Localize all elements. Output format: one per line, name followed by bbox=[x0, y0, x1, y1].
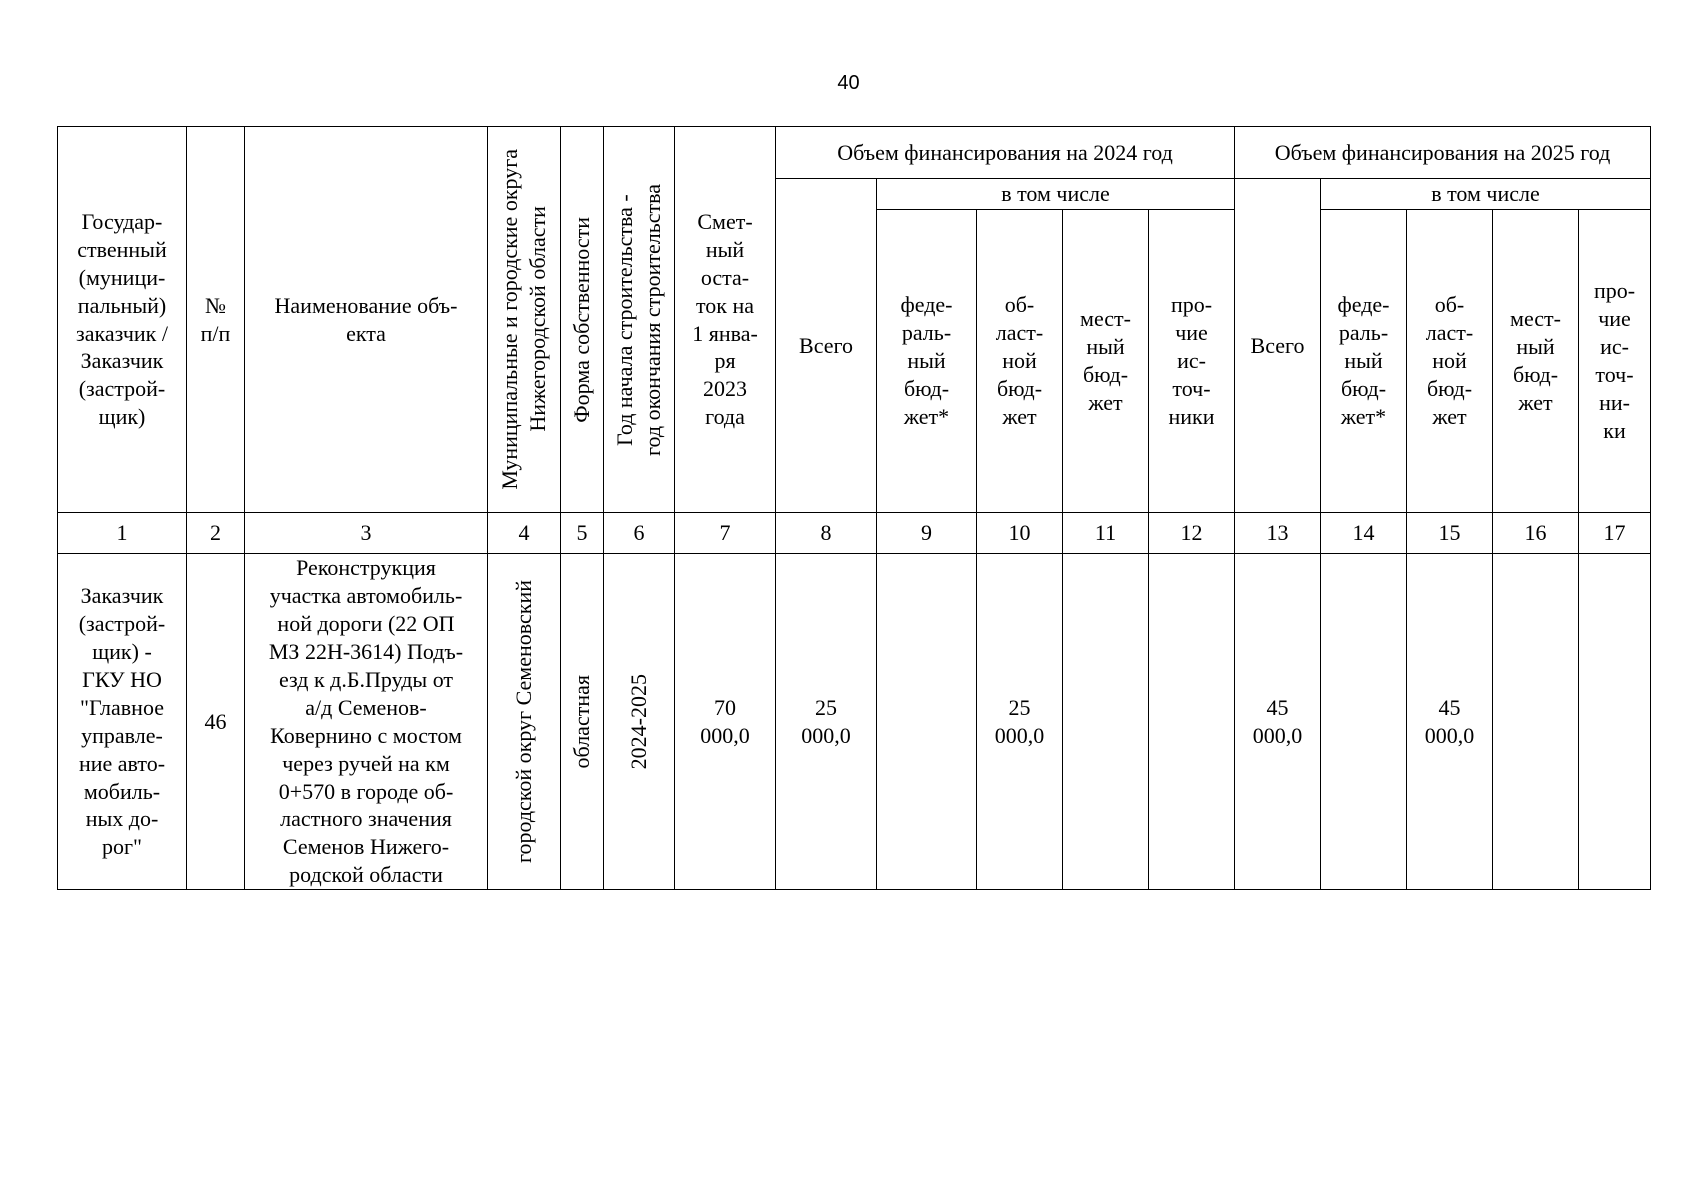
header-incl-2025: в том числе bbox=[1321, 179, 1651, 210]
text-line: Семенов Нижего- bbox=[282, 834, 450, 860]
text-line: мест- bbox=[1080, 306, 1131, 332]
total-2025-cell bbox=[1235, 554, 1321, 890]
column-number: 5 bbox=[561, 513, 604, 554]
ownership-cell: областная bbox=[561, 554, 604, 890]
text-line: ря bbox=[714, 348, 736, 374]
text-line: ный bbox=[907, 348, 946, 374]
estimate-cell bbox=[675, 554, 776, 890]
text-line: Год начала строительства - bbox=[612, 193, 638, 446]
text-line: 25 bbox=[815, 694, 837, 720]
text-line: об- bbox=[1434, 292, 1465, 318]
column-numbers-row bbox=[58, 513, 1651, 554]
text-line: ГКУ НО bbox=[82, 666, 162, 692]
text-line: п/п bbox=[200, 320, 231, 346]
text-line: участка автомобиль- bbox=[269, 582, 463, 608]
text-line: жет bbox=[1518, 389, 1553, 415]
financing-table bbox=[57, 126, 1651, 890]
text-line: мест- bbox=[1510, 306, 1561, 332]
column-number: 6 bbox=[604, 513, 675, 554]
text-line: раль- bbox=[901, 320, 952, 346]
text-line: бюд- bbox=[996, 375, 1043, 401]
text-line: ласт- bbox=[1425, 320, 1474, 346]
text-line: ки bbox=[1603, 417, 1626, 443]
text-line: 000,0 bbox=[1252, 722, 1303, 748]
header-years bbox=[604, 127, 675, 513]
text-line: а/д Семенов- bbox=[305, 694, 427, 720]
text-line: ный bbox=[1344, 348, 1383, 374]
text-line: ис- bbox=[1177, 348, 1206, 374]
text-line: жет* bbox=[1340, 403, 1387, 429]
text-line: ных до- bbox=[85, 806, 159, 832]
column-number: 13 bbox=[1235, 513, 1321, 554]
text-line: 45 bbox=[1266, 694, 1289, 720]
column-number: 12 bbox=[1149, 513, 1235, 554]
text-line: Заказчик bbox=[80, 348, 164, 374]
column-number: 10 bbox=[977, 513, 1063, 554]
header-group-2024: Объем финансирования на 2024 год bbox=[776, 127, 1235, 179]
text-line: заказчик / bbox=[76, 320, 168, 346]
fed-2024-cell bbox=[877, 554, 977, 890]
text-line: бюд- bbox=[1512, 362, 1559, 387]
text-line: Наименование объ- bbox=[274, 292, 458, 318]
district-cell: городской округ Семеновский bbox=[488, 554, 561, 890]
header-incl-2024: в том числе bbox=[877, 179, 1235, 210]
column-number: 11 bbox=[1063, 513, 1149, 554]
oth-2025-cell bbox=[1579, 554, 1651, 890]
column-number: 8 bbox=[776, 513, 877, 554]
text-line: жет bbox=[1432, 403, 1467, 429]
header-total-2024: Всего bbox=[776, 179, 877, 513]
text-line: через ручей на км bbox=[282, 750, 450, 776]
text-line: родской области bbox=[289, 862, 443, 888]
text-line: 2023 bbox=[703, 376, 747, 402]
text-line: чие bbox=[1598, 306, 1631, 332]
column-number: 1 bbox=[58, 513, 187, 554]
text-line: 000,0 bbox=[700, 722, 750, 748]
text-line: ники bbox=[1168, 403, 1215, 429]
text-line: об- bbox=[1004, 292, 1035, 318]
header-object-name bbox=[245, 127, 488, 513]
text-line: жет bbox=[1002, 403, 1037, 429]
column-number: 3 bbox=[245, 513, 488, 554]
text-line: оста- bbox=[700, 264, 750, 290]
text-line: ласт- bbox=[995, 320, 1044, 346]
text-line: пальный) bbox=[77, 292, 167, 318]
column-number: 14 bbox=[1321, 513, 1407, 554]
text-line: Смет- bbox=[697, 208, 753, 234]
text-line: 25 bbox=[1008, 694, 1031, 720]
text-line: ни- bbox=[1599, 389, 1630, 415]
text-line: № bbox=[205, 292, 226, 318]
text-line: бюд- bbox=[1426, 375, 1473, 401]
text-line: жет* bbox=[903, 403, 950, 429]
text-line: 000,0 bbox=[801, 722, 851, 748]
text-line: бюд- bbox=[1082, 362, 1129, 387]
text-line: ластного значения bbox=[280, 806, 452, 832]
customer-cell bbox=[58, 554, 187, 890]
header-oth-2025 bbox=[1579, 210, 1651, 513]
fed-2025-cell bbox=[1321, 554, 1407, 890]
text-line: 45 bbox=[1438, 694, 1461, 720]
column-number: 7 bbox=[675, 513, 776, 554]
text-line: бюд- bbox=[903, 375, 950, 401]
text-line: жет bbox=[1088, 389, 1123, 415]
text-line: Заказчик bbox=[80, 582, 164, 608]
text-line: "Главное bbox=[80, 694, 164, 720]
text-line: 70 bbox=[714, 694, 736, 720]
header-ownership: Форма собственности bbox=[561, 127, 604, 513]
text-line: (муници- bbox=[78, 264, 166, 290]
text-line: щик) bbox=[98, 404, 146, 430]
text-line: ной bbox=[1432, 348, 1467, 374]
header-reg-2024 bbox=[977, 210, 1063, 513]
text-line: Государ- bbox=[81, 208, 163, 234]
header-estimate bbox=[675, 127, 776, 513]
text-line: года bbox=[705, 404, 745, 430]
text-line: точ- bbox=[1172, 375, 1211, 401]
text-line: про- bbox=[1593, 278, 1636, 304]
header-loc-2024 bbox=[1063, 210, 1149, 513]
column-number: 4 bbox=[488, 513, 561, 554]
text-line: езд к д.Б.Пруды от bbox=[278, 666, 454, 692]
reg-2024-cell bbox=[977, 554, 1063, 890]
page-number: 40 bbox=[837, 72, 860, 94]
text-line: Реконструкция bbox=[296, 555, 436, 580]
text-line: чие bbox=[1175, 320, 1208, 346]
text-line: бюд- bbox=[1340, 375, 1387, 401]
text-line: ние авто- bbox=[78, 750, 166, 776]
text-line: управле- bbox=[81, 722, 163, 748]
text-line: 1 янва- bbox=[692, 320, 758, 346]
object-name-cell bbox=[245, 554, 488, 890]
header-group-2025: Объем финансирования на 2025 год bbox=[1235, 127, 1651, 179]
header-reg-2025 bbox=[1407, 210, 1493, 513]
column-number: 9 bbox=[877, 513, 977, 554]
column-number: 16 bbox=[1493, 513, 1579, 554]
text-line: ной дороги (22 ОП bbox=[277, 610, 455, 636]
column-number: 17 bbox=[1579, 513, 1651, 554]
header-customer bbox=[58, 127, 187, 513]
table-row bbox=[58, 554, 1651, 890]
text-line: Нижегородской области bbox=[525, 206, 550, 433]
header-fed-2025 bbox=[1321, 210, 1407, 513]
text-line: год окончания строительства bbox=[640, 183, 665, 456]
text-line: екта bbox=[346, 320, 386, 346]
text-line: (застрой- bbox=[78, 610, 166, 636]
column-number: 15 bbox=[1407, 513, 1493, 554]
header-fed-2024 bbox=[877, 210, 977, 513]
header-total-2025: Всего bbox=[1235, 179, 1321, 513]
column-number: 2 bbox=[187, 513, 245, 554]
reg-2025-cell bbox=[1407, 554, 1493, 890]
text-line: ный bbox=[1516, 334, 1555, 360]
header-oth-2024 bbox=[1149, 210, 1235, 513]
text-line: ственный bbox=[77, 236, 167, 262]
text-line: феде- bbox=[900, 292, 953, 318]
header-district bbox=[488, 127, 561, 513]
text-line: рог" bbox=[101, 834, 142, 860]
text-line: мобиль- bbox=[83, 778, 161, 804]
text-line: 000,0 bbox=[1424, 722, 1475, 748]
text-line: (застрой- bbox=[78, 376, 166, 402]
text-line: 000,0 bbox=[994, 722, 1045, 748]
loc-2024-cell bbox=[1063, 554, 1149, 890]
text-line: МЗ 22Н-3614) Подъ- bbox=[268, 638, 464, 664]
text-line: раль- bbox=[1338, 320, 1389, 346]
text-line: про- bbox=[1170, 292, 1213, 318]
text-line: ток на bbox=[695, 292, 755, 318]
header-number bbox=[187, 127, 245, 513]
number-cell: 46 bbox=[187, 554, 245, 890]
text-line: феде- bbox=[1337, 292, 1390, 318]
text-line: ный bbox=[1086, 334, 1125, 360]
header-row-1 bbox=[58, 127, 1651, 179]
text-line: точ- bbox=[1595, 362, 1634, 387]
text-line: ной bbox=[1002, 348, 1037, 374]
text-line: щик) - bbox=[92, 638, 152, 664]
loc-2025-cell bbox=[1493, 554, 1579, 890]
text-line: Ковернино с мостом bbox=[270, 722, 462, 748]
header-loc-2025 bbox=[1493, 210, 1579, 513]
text-line: ный bbox=[705, 236, 745, 262]
oth-2024-cell bbox=[1149, 554, 1235, 890]
years-cell: 2024-2025 bbox=[604, 554, 675, 890]
text-line: ис- bbox=[1600, 334, 1629, 360]
text-line: Муниципальные и городские округа bbox=[497, 149, 523, 490]
total-2024-cell bbox=[776, 554, 877, 890]
text-line: 0+570 в городе об- bbox=[278, 778, 454, 804]
